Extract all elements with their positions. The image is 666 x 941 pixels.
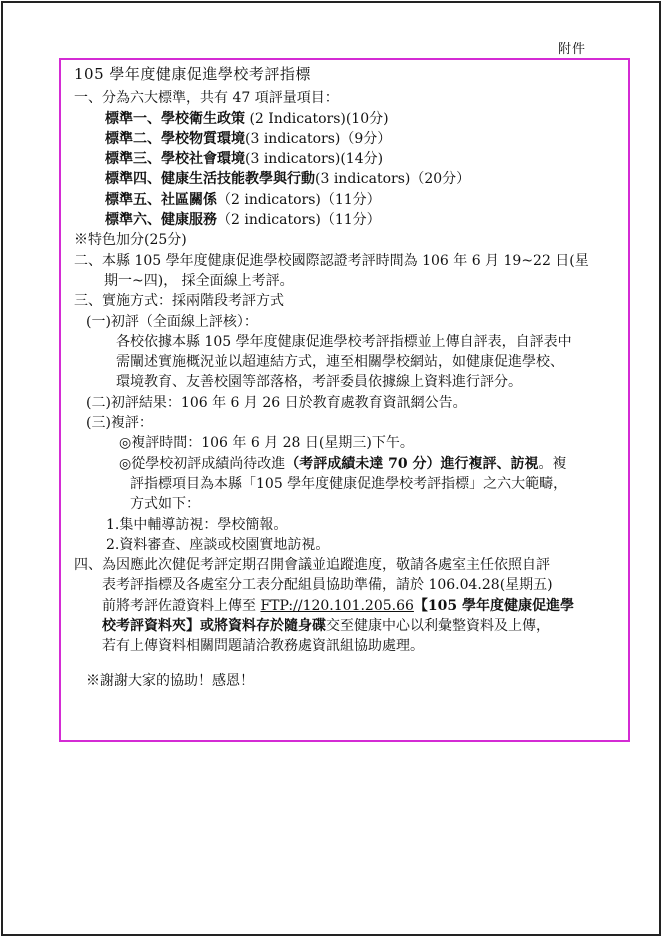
section4-line1: 四、為因應此次健促考評定期召開會議並追蹤進度，敬請各處室主任依照自評 bbox=[74, 557, 550, 574]
review-condition bbox=[74, 454, 626, 474]
review-condition-line3: 方式如下： bbox=[130, 496, 200, 513]
review-condition-a: ◎從學校初評成績尚待改進 bbox=[119, 455, 286, 472]
section4-line2: 表考評指標及各處室分工表分配組員協助準備，請於 106.04.28(星期五) bbox=[102, 577, 553, 594]
attachment-label: 附件 bbox=[557, 42, 586, 57]
sub1-line1: 各校依據本縣 105 學年度健康促進學校考評指標並上傳自評表，自評表中 bbox=[116, 333, 572, 350]
standard-detail: (3 indicators)（20分） bbox=[315, 171, 471, 188]
ftp-link[interactable]: FTP://120.101.205.66 bbox=[260, 597, 414, 614]
review-item-2: 2.資料審查、座談或校園實地訪視。 bbox=[106, 536, 330, 553]
standard-name: 標準三、學校社會環境 bbox=[105, 151, 245, 168]
standard-4 bbox=[74, 169, 626, 189]
standard-5 bbox=[74, 190, 626, 210]
folder-name-part1: 【105 學年度健康促進學 bbox=[413, 597, 575, 614]
folder-name-part2: 校考評資料夾】或將資料存於隨身碟 bbox=[102, 618, 326, 635]
sub2-line: (二)初評結果：106 年 6 月 26 日於教育處教育資訊網公告。 bbox=[86, 394, 467, 411]
standard-name: 標準六、健康服務 bbox=[105, 212, 217, 229]
standard-name: 標準二、學校物質環境 bbox=[105, 130, 245, 147]
section4-line5: 若有上傳資料相關問題請洽教務處資訊組協助處理。 bbox=[102, 638, 424, 655]
review-time: ◎複評時間：106 年 6 月 28 日(星期三)下午。 bbox=[119, 435, 414, 452]
standard-detail: (2 Indicators)(10分) bbox=[245, 110, 389, 127]
section4-line4 bbox=[74, 616, 626, 636]
standard-1 bbox=[74, 109, 626, 129]
section2-line1: 二、本縣 105 學年度健康促進學校國際認證考評時間為 106 年 6 月 19~22 日(星 bbox=[74, 252, 589, 269]
section1-heading: 一、分為六大標準，共有 47 項評量項目： bbox=[74, 90, 339, 107]
sub1-line3: 環境教育、友善校園等部落格，考評委員依據線上資料進行評分。 bbox=[116, 374, 522, 391]
section4-line3-a: 前將考評佐證資料上傳至 bbox=[102, 597, 261, 614]
review-condition-line2: 評指標項目為本縣「105 學年度健康促進學校考評指標」之六大範疇， bbox=[130, 475, 568, 492]
standard-detail: (3 indicators)（9分） bbox=[245, 130, 392, 147]
section2-line2: 期一~四)， 採全面線上考評。 bbox=[104, 272, 294, 289]
standard-detail: （2 indicators)（11分） bbox=[217, 191, 381, 208]
sub1-heading: (一)初評（全面線上評核）： bbox=[86, 313, 258, 330]
section3-heading: 三、實施方式：採兩階段考評方式 bbox=[74, 293, 284, 310]
standard-name: 標準一、學校衛生政策 bbox=[105, 110, 245, 127]
document-title: 105 學年度健康促進學校考評指標 bbox=[74, 65, 311, 83]
standard-2 bbox=[74, 129, 626, 149]
sub3-heading: (三)複評： bbox=[86, 415, 153, 432]
standard-detail: （2 indicators)（11分） bbox=[217, 212, 381, 229]
standard-6 bbox=[74, 210, 626, 230]
standard-3 bbox=[74, 149, 626, 169]
thanks-note: ※謝謝大家的協助！感恩！ bbox=[86, 672, 254, 689]
sub1-line2: 需闡述實施概況並以超連結方式，連至相關學校網站，如健康促進學校、 bbox=[116, 354, 564, 371]
review-condition-bold: （考評成績未達 70 分）進行複評、訪視 bbox=[285, 455, 539, 472]
review-item-1: 1.集中輔導訪視：學校簡報。 bbox=[106, 516, 288, 533]
document-body bbox=[74, 64, 626, 691]
section4-line3 bbox=[74, 596, 626, 616]
section4-line4-b: 交至健康中心以利彙整資料及上傳， bbox=[326, 618, 550, 635]
standard-name: 標準五、社區關係 bbox=[105, 191, 217, 208]
standard-detail: (3 indicators)(14分) bbox=[245, 151, 384, 168]
bonus-points: ※特色加分(25分) bbox=[74, 232, 187, 249]
review-condition-b: 。複 bbox=[538, 455, 567, 472]
standard-name: 標準四、健康生活技能教學與行動 bbox=[105, 171, 315, 188]
